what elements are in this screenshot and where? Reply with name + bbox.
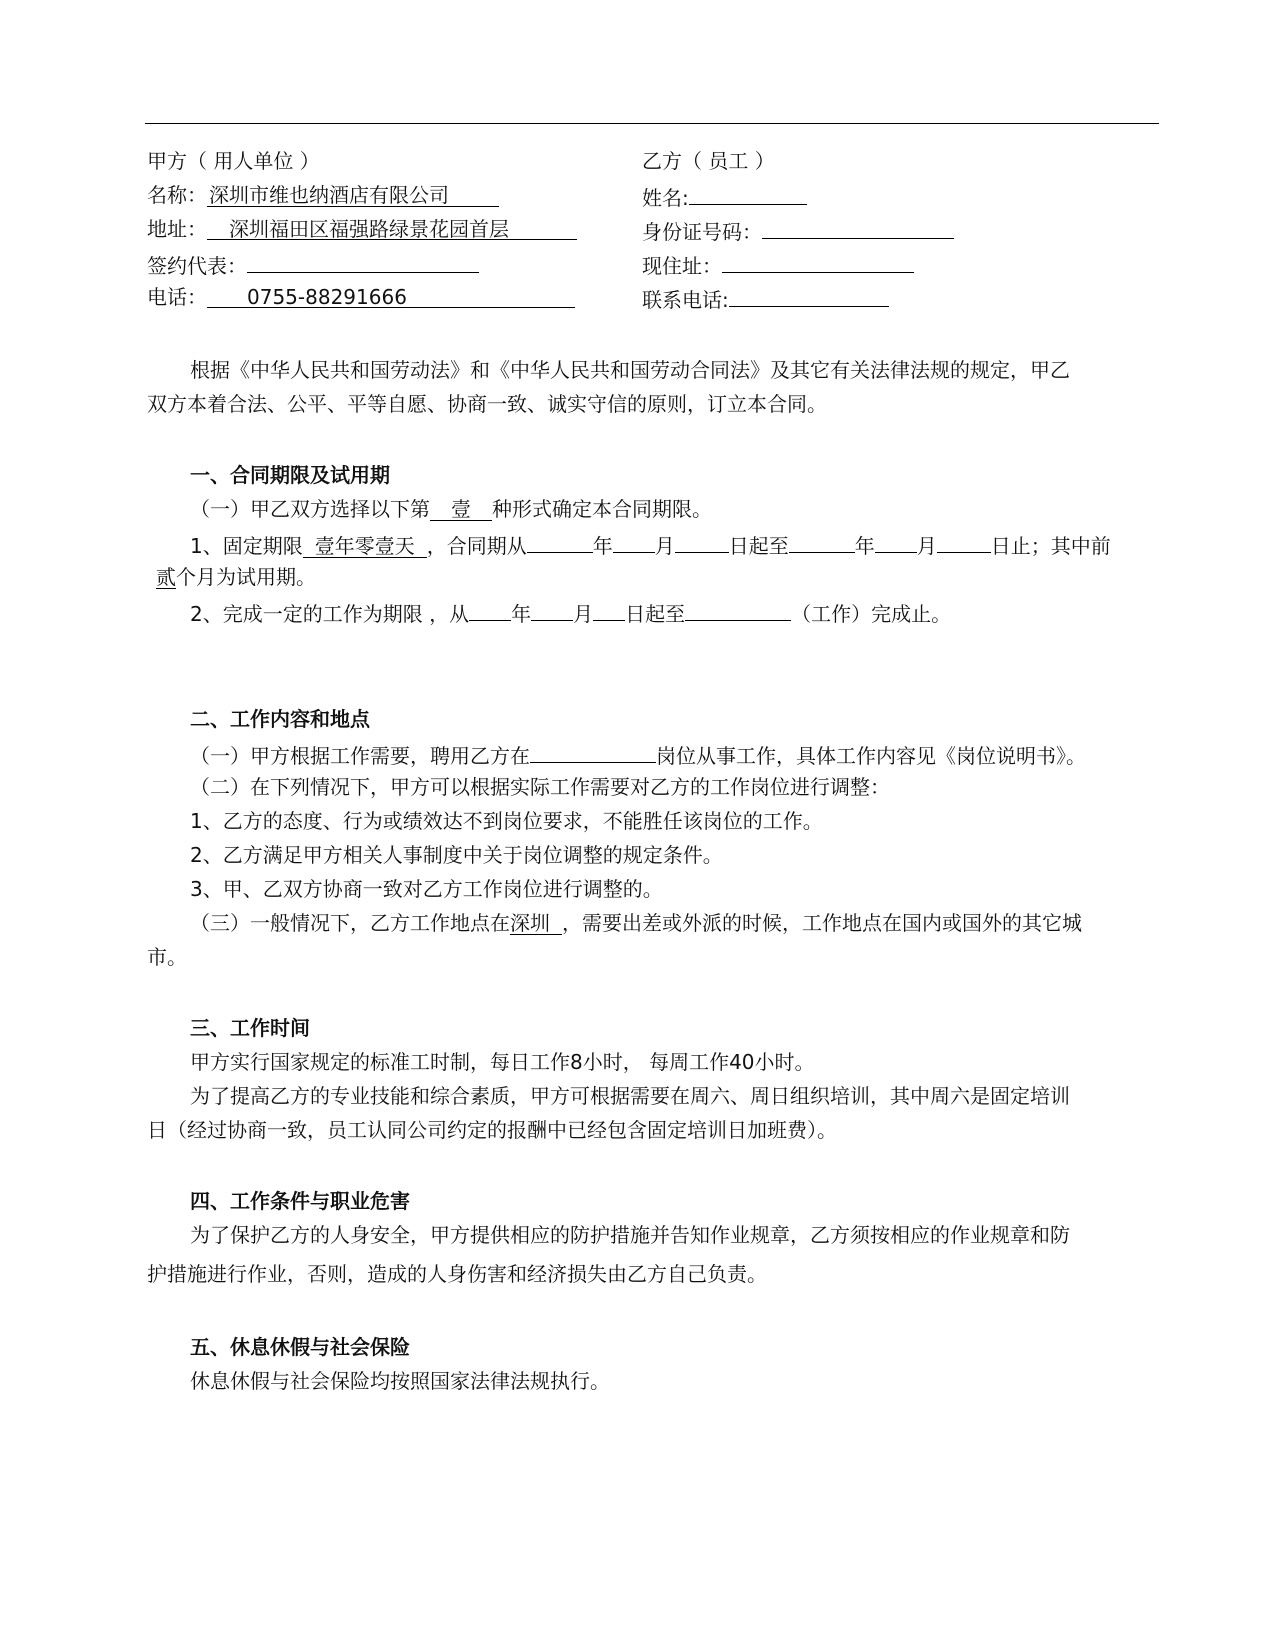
- party-a-phone-field[interactable]: 0755-88291666: [207, 286, 575, 308]
- start-year-field[interactable]: [527, 530, 593, 553]
- party-b-name-row: 姓名:: [642, 182, 807, 211]
- start-day-field[interactable]: [675, 530, 729, 553]
- section-1-p3: 贰个月为试用期。: [156, 565, 316, 589]
- party-a-phone-row: 电话： 0755-88291666: [147, 284, 575, 310]
- section-2-p1: （一）甲方根据工作需要，聘用乙方在 岗位从事工作，具体工作内容见《岗位说明书》。: [190, 740, 1086, 769]
- task-work-field[interactable]: [685, 598, 791, 621]
- section-3-p2: 为了提高乙方的专业技能和综合素质，甲方可根据需要在周六、周日组织培训，其中周六是固定培训: [190, 1084, 1070, 1108]
- section-1-p1: （一）甲乙双方选择以下第 壹 种形式确定本合同期限。: [190, 497, 712, 521]
- party-b-phone-field[interactable]: [729, 284, 889, 307]
- header-rule: [145, 123, 1159, 124]
- task-year-field[interactable]: [469, 598, 511, 621]
- section-3-p1: 甲方实行国家规定的标准工时制，每日工作8小时， 每周工作40小时。: [190, 1050, 815, 1074]
- party-a-rep-row: 签约代表：: [147, 250, 479, 279]
- work-location-field[interactable]: 深圳: [510, 912, 562, 935]
- section-5-title: 五、休息休假与社会保险: [190, 1335, 410, 1359]
- party-b-address-field[interactable]: [722, 250, 914, 273]
- preamble-line-2: 双方本着合法、公平、平等自愿、协商一致、诚实守信的原则，订立本合同。: [147, 392, 827, 416]
- party-a-rep-field[interactable]: [247, 250, 479, 273]
- section-2-p6: （三）一般情况下，乙方工作地点在深圳 ，需要出差或外派的时候，工作地点在国内或国外的其它城: [190, 911, 1082, 935]
- start-month-field[interactable]: [613, 530, 655, 553]
- party-b-name-field[interactable]: [689, 182, 807, 205]
- party-b-heading: 乙方（ 员工 ）: [642, 149, 775, 173]
- task-day-field[interactable]: [593, 598, 625, 621]
- party-b-id-field[interactable]: [762, 216, 954, 239]
- section-2-title: 二、工作内容和地点: [190, 707, 370, 731]
- party-a-name-field[interactable]: 深圳市维也纳酒店有限公司: [207, 184, 499, 207]
- party-b-address-row: 现住址：: [642, 250, 914, 279]
- section-5-p1: 休息休假与社会保险均按照国家法律法规执行。: [190, 1369, 610, 1393]
- party-a-address-row: 地址： 深圳福田区福强路绿景花园首层: [147, 216, 577, 242]
- end-day-field[interactable]: [937, 530, 991, 553]
- section-3-p3: 日（经过协商一致，员工认同公司约定的报酬中已经包含固定培训日加班费）。: [147, 1118, 837, 1142]
- end-month-field[interactable]: [875, 530, 917, 553]
- party-a-heading: 甲方（ 用人单位 ）: [147, 149, 320, 173]
- section-4-p2: 护措施进行作业，否则，造成的人身伤害和经济损失由乙方自己负责。: [147, 1262, 767, 1286]
- end-year-field[interactable]: [789, 530, 855, 553]
- section-2-p4: 2、乙方满足甲方相关人事制度中关于岗位调整的规定条件。: [190, 843, 723, 867]
- preamble-line-1: 根据《中华人民共和国劳动法》和《中华人民共和国劳动合同法》及其它有关法律法规的规定，甲乙: [190, 358, 1070, 382]
- party-a-name-row: 名称： 深圳市维也纳酒店有限公司: [147, 182, 499, 208]
- section-2-p2: （二）在下列情况下，甲方可以根据实际工作需要对乙方的工作岗位进行调整：: [190, 775, 890, 799]
- section-4-p1: 为了保护乙方的人身安全，甲方提供相应的防护措施并告知作业规章，乙方须按相应的作业规章和防: [190, 1223, 1070, 1247]
- section-2-p5: 3、甲、乙双方协商一致对乙方工作岗位进行调整的。: [190, 877, 663, 901]
- section-1-p2: 1、固定期限 壹年零壹天 ，合同期从 年 月 日起至 年 月 日止；其中前: [190, 530, 1111, 559]
- section-2-p3: 1、乙方的态度、行为或绩效达不到岗位要求，不能胜任该岗位的工作。: [190, 809, 823, 833]
- probation-months-field[interactable]: 贰: [156, 565, 176, 589]
- party-a-address-field[interactable]: 深圳福田区福强路绿景花园首层: [207, 218, 577, 240]
- section-1-p4: 2、完成一定的工作为期限 ，从 年 月 日起至 （工作）完成止。: [190, 598, 951, 627]
- fixed-term-field[interactable]: 壹年零壹天: [303, 535, 427, 558]
- task-month-field[interactable]: [531, 598, 573, 621]
- position-field[interactable]: [530, 740, 656, 763]
- section-2-p7: 市。: [147, 945, 187, 969]
- term-type-field[interactable]: 壹: [430, 498, 492, 521]
- party-b-id-row: 身份证号码：: [642, 216, 954, 245]
- section-3-title: 三、工作时间: [190, 1016, 310, 1040]
- section-4-title: 四、工作条件与职业危害: [190, 1189, 410, 1213]
- party-b-phone-row: 联系电话:: [642, 284, 889, 313]
- section-1-title: 一、合同期限及试用期: [190, 463, 390, 487]
